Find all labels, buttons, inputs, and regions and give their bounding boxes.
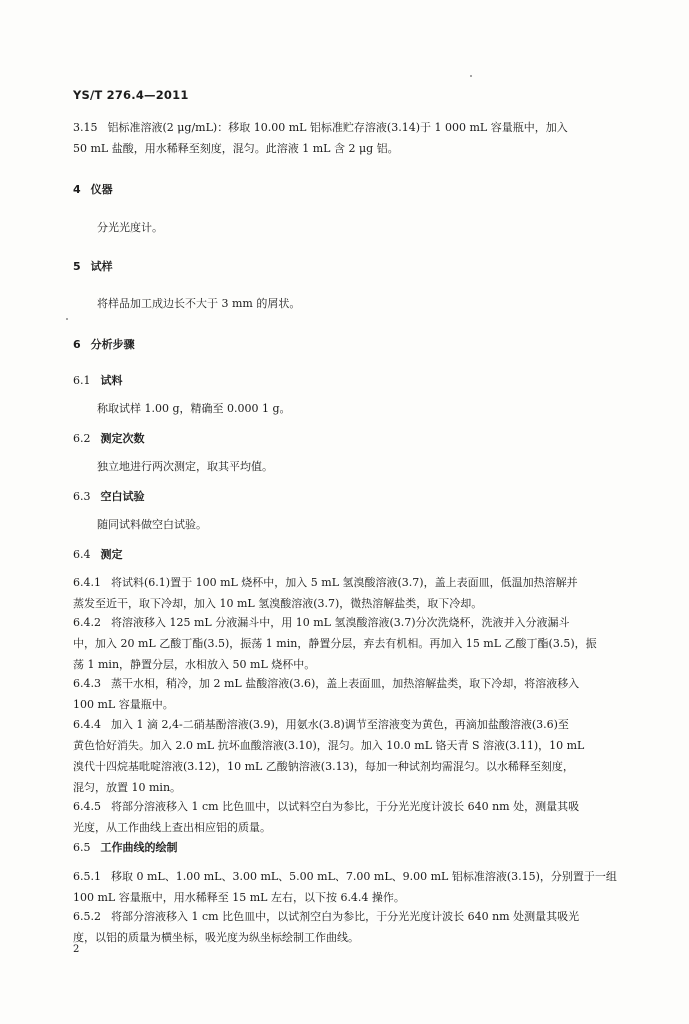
clause-text: 中，加入 20 mL 乙酸丁酯(3.5)，振荡 1 min，静置分层，弃去有机相。再加入 15 mL 乙酸丁酯(3.5)，振	[73, 637, 597, 650]
scan-speck	[470, 75, 472, 77]
standard-header: YS/T 276.4—2011	[73, 88, 189, 102]
section-6-5-heading	[73, 837, 633, 858]
section-6-3-heading	[73, 486, 633, 507]
section-title: 试样	[90, 260, 113, 273]
clause-6-4-2	[73, 612, 633, 675]
section-number: 4	[73, 183, 81, 196]
section-number: 6.1	[73, 374, 91, 387]
section-number: 6.3	[73, 490, 91, 503]
section-number: 5	[73, 260, 81, 273]
section-6-3-body: 随同试料做空白试验。	[97, 518, 207, 531]
clause-6-4-5	[73, 796, 633, 838]
clause-text: 溴代十四烷基吡啶溶液(3.12)，10 mL 乙酸钠溶液(3.13)，每加一种试剂均需混匀。以水稀释至刻度，	[73, 760, 574, 773]
clause-number: 3.15	[73, 121, 98, 134]
clause-number: 6.5.2	[73, 910, 101, 923]
section-5-heading	[73, 256, 633, 277]
section-title: 试料	[100, 374, 123, 387]
clause-text: 50 mL 盐酸，用水稀释至刻度，混匀。此溶液 1 mL 含 2 μg 铝。	[73, 142, 399, 155]
clause-text: 将溶液移入 125 mL 分液漏斗中，用 10 mL 氢溴酸溶液(3.7)分次洗烧杯，洗液并入分液漏斗	[111, 616, 570, 629]
clause-text: 蒸发至近干，取下冷却，加入 10 mL 氢溴酸溶液(3.7)，微热溶解盐类，取下冷却。	[73, 597, 483, 610]
section-title: 空白试验	[100, 490, 145, 503]
clause-text: 荡 1 min，静置分层，水相放入 50 mL 烧杯中。	[73, 658, 316, 671]
clause-text: 将试料(6.1)置于 100 mL 烧杯中，加入 5 mL 氢溴酸溶液(3.7)，盖上表面皿，低温加热溶解并	[111, 576, 578, 589]
section-number: 6.4	[73, 548, 91, 561]
section-title: 测定次数	[100, 432, 145, 445]
section-6-heading	[73, 334, 633, 355]
clause-number: 6.4.4	[73, 718, 101, 731]
section-title: 工作曲线的绘制	[100, 841, 178, 854]
section-6-2-body: 独立地进行两次测定，取其平均值。	[97, 460, 273, 473]
scan-speck	[66, 318, 68, 320]
clause-text: 将部分溶液移入 1 cm 比色皿中，以试剂空白为参比，于分光光度计波长 640 nm 处测量其吸光	[111, 910, 580, 923]
section-5-body: 将样品加工成边长不大于 3 mm 的屑状。	[97, 297, 301, 310]
clause-text: 100 mL 容量瓶中，用水稀释至 15 mL 左右，以下按 6.4.4 操作。	[73, 891, 405, 904]
page-number: 2	[73, 944, 80, 955]
clause-text: 100 mL 容量瓶中。	[73, 698, 174, 711]
section-number: 6.2	[73, 432, 91, 445]
section-number: 6.5	[73, 841, 91, 854]
section-6-4-heading	[73, 544, 633, 565]
clause-3-15	[73, 117, 633, 159]
clause-6-4-3	[73, 673, 633, 715]
section-title: 仪器	[90, 183, 113, 196]
section-title: 测定	[100, 548, 123, 561]
clause-number: 6.4.2	[73, 616, 101, 629]
section-number: 6	[73, 338, 81, 351]
clause-text: 黄色恰好消失。加入 2.0 mL 抗坏血酸溶液(3.10)，混匀。加入 10.0 mL 铬天青 S 溶液(3.11)，10 mL	[73, 739, 585, 752]
clause-text: 加入 1 滴 2,4-二硝基酚溶液(3.9)，用氨水(3.8)调节至溶液变为黄色，再滴加盐酸溶液(3.6)至	[111, 718, 569, 731]
clause-text: 混匀，放置 10 min。	[73, 781, 182, 794]
clause-6-4-4	[73, 714, 633, 798]
clause-text: 移取 0 mL、1.00 mL、3.00 mL、5.00 mL、7.00 mL、9.00 mL 铝标准溶液(3.15)，分别置于一组	[111, 870, 617, 883]
section-4-heading	[73, 179, 633, 200]
section-6-1-body: 称取试样 1.00 g，精确至 0.000 1 g。	[97, 402, 291, 415]
clause-text: 光度，从工作曲线上查出相应铝的质量。	[73, 821, 271, 834]
section-6-2-heading	[73, 428, 633, 449]
clause-text: 蒸干水相，稍冷，加 2 mL 盐酸溶液(3.6)，盖上表面皿，加热溶解盐类，取下冷却，将溶液移入	[111, 677, 580, 690]
section-title: 分析步骤	[90, 338, 135, 351]
clause-number: 6.4.1	[73, 576, 101, 589]
clause-number: 6.4.5	[73, 800, 101, 813]
clause-number: 6.4.3	[73, 677, 101, 690]
clause-number: 6.5.1	[73, 870, 101, 883]
clause-text: 度，以铝的质量为横坐标，吸光度为纵坐标绘制工作曲线。	[73, 931, 359, 944]
clause-6-4-1	[73, 572, 633, 614]
clause-text: 将部分溶液移入 1 cm 比色皿中，以试料空白为参比，于分光光度计波长 640 nm 处，测量其吸	[111, 800, 580, 813]
section-4-body: 分光光度计。	[97, 221, 163, 234]
section-6-1-heading	[73, 370, 633, 391]
clause-text: 铝标准溶液(2 μg/mL)：移取 10.00 mL 铝标准贮存溶液(3.14)于 1 000 mL 容量瓶中，加入	[107, 121, 568, 134]
clause-6-5-2	[73, 906, 633, 948]
clause-6-5-1	[73, 866, 633, 908]
